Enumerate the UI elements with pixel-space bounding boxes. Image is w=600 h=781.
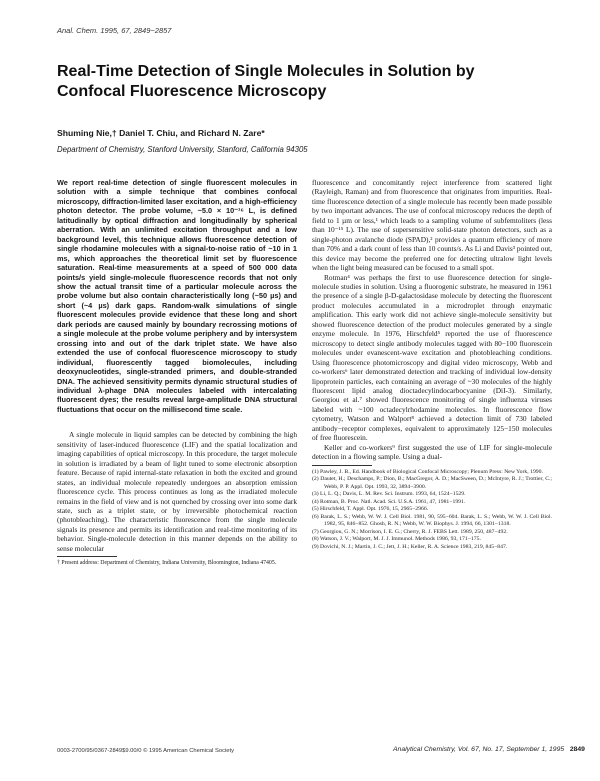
author-affiliation: Department of Chemistry, Stanford University, Stanford, California 94305 — [57, 145, 308, 154]
footer-citation — [393, 746, 585, 753]
reference-item: (2) Dautet, H.; Deschamps, P.; Dion, B.; MacGregor, A. D.; MacSween, D.; McIntyre, R. J.; Trottier, C.; Webb, P. P. Appl. Opt. 1993, 32, 3894−3900. — [312, 476, 552, 490]
footnote-divider — [57, 556, 117, 557]
reference-item: (9) Dovichi, N. J.; Martin, J. C.; Jett, J. H.; Keller, R. A. Science 1983, 219, 845−847. — [312, 543, 508, 550]
abstract-text: We report real-time detection of single fluorescent molecules in solution with a simple technique that combines confocal microscopy, diffraction-limited laser excitation, and a high-efficiency photon detector. The probe volume, ~5.0 × 10⁻¹⁶ L, is defined latitudinally by optical diffraction and longitudinally by spherical aberration. With an unlimited excitation throughput and a low background level, this technique allows fluorescence detection of single rhodamine molecules with a signal-to-noise ratio of ~10 in 1 ms, which approaches the theoretical limit set by fluorescence saturation. Real-time measurements at a speed of 500 000 data points/s yield single-molecule fluorescence records that not only show the actual transit time of a particular molecule across the probe volume but also contain characteristically long (~50 µs) and short (~4 µs) dark gaps. Random-walk simulations of single fluorescent molecules provide evidence that these long and short dark periods are caused mainly by boundary recrossing motions of a single molecule at the probe volume periphery and by intersystem crossing into and out of the dark triplet state. We have also extended the use of confocal fluorescence microscopy to study individual, fluorescently tagged biomolecules, including deoxynucleotides, single-stranded primers, and double-stranded DNA. The achieved sensitivity permits dynamic structural studies of individual λ-phage DNA molecules labeled with intercalating fluorescent dyes; the results reveal large-amplitude DNA structural fluctuations that occur on the millisecond time scale. — [57, 178, 297, 414]
body-paragraph-2: Rotman⁴ was perhaps the first to use fluorescence detection for single-molecule studies in solution. Using a fluorogenic substrate, he measured in 1961 the presence of a single β-D-galactosidase molecule by detecting the fluorescent product molecules accumulated in a microdroplet through enzymatic amplification. This early work did not achieve single-molecule sensitivity but showed fluorescence detection of the product molecules generated by a single enzyme molecule. In 1976, Hirschfeld⁵ reported the use of fluorescence microscopy to detect single antibody molecules tagged with 80−100 fluorescein molecules under evanescent-wave excitation and photobleaching conditions. Using fluorescence photomicroscopy and digital video microscopy, Webb and co-workers⁶ later demonstrated detection and tracking of individual low-density lipoprotein particles, each containing an average of ~30 molecules of the highly fluorescent lipid analog dioctadecylindocarbocyanine (DiI-3). Similarly, Georgiou et al.⁷ showed fluorescence monitoring of single influenza viruses labeled with ~100 octadecylrhodamine molecules. In fluorescence flow cytometry, Watson and Walport⁸ achieved a detection limit of 730 labeled antibody−receptor complexes, equivalent to approximately 125−150 molecules of free fluorescein. — [312, 272, 552, 443]
author-list: Shuming Nie,† Daniel T. Chiu, and Richard N. Zare* — [57, 128, 265, 138]
reference-item: (3) Li, L. Q.; Davis, L. M. Rev. Sci. Instrum. 1993, 64, 1524−1529. — [312, 491, 466, 498]
reference-item: (4) Rotman, B. Proc. Natl. Acad. Sci. U.S.A. 1961, 47, 1981−1991. — [312, 498, 466, 505]
footer-copyright-code: 0003-2700/95/0367-2849$9.00/0 © 1995 American Chemical Society — [57, 748, 235, 754]
reference-item: (7) Georgiou, G. N.; Morrison, I. E. G.; Cherry, R. J. FEBS Lett. 1989, 250, 487−492. — [312, 528, 508, 535]
section-gap — [57, 414, 297, 430]
footer-journal-issue: Analytical Chemistry, Vol. 67, No. 17, September 1, 1995 — [393, 746, 565, 753]
left-column — [57, 178, 297, 568]
introduction-paragraph: A single molecule in liquid samples can be detected by combining the high sensitivity of laser-induced fluorescence (LIF) and the spatial localization and imaging capabilities of optical microscopy. In this procedure, the target molecule in solution is irradiated by a beam of light tuned to some electronic absorption feature. Because of rapid internal-state relaxation in both the excited and ground states, an individual molecule repeatedly undergoes an absorption emission fluorescence cycle. This process continues as long as the irradiated molecule remains in the field of view and is not quenched by crossing over into some dark state, such as a triplet state, or by irreversible photochemical reaction (photobleaching). The characteristic fluorescence from the single molecule signals its presence and permits its identification and real-time monitoring of its behavior. Single-molecule detection in this manner depends on the ability to sense molecular — [57, 430, 297, 553]
references-divider — [312, 465, 372, 466]
reference-item: (5) Hirschfeld, T. Appl. Opt. 1976, 15, 2965−2966. — [312, 506, 429, 513]
footnote-present-address: † Present address: Department of Chemistry, Indiana University, Bloomington, Indiana 47405. — [57, 560, 277, 567]
reference-item: (8) Watson, J. V.; Walport, M. J. J. Immunol. Methods 1986, 93, 171−175. — [312, 536, 481, 543]
reference-item: (6) Barak, L. S.; Webb, W. W. J. Cell Biol. 1981, 90, 595−604. Barak, L. S.; Webb, W. W. J. Cell Biol. 1982, 95, 846−852. Ghosh, R. N.; Webb, W. W. Biophys. J. 1994, 66, 1301−1318. — [312, 513, 552, 528]
journal-reference: Anal. Chem. 1995, 67, 2849−2857 — [57, 26, 172, 35]
right-column — [312, 178, 552, 551]
reference-list — [312, 469, 552, 552]
body-paragraph-1: fluorescence and concomitantly reject interference from scattered light (Rayleigh, Raman) and from fluorescence that originates from impurities. Real-time fluorescence detection of a single molecule has recently been made possible by two important advances. The use of confocal microscopy reduces the depth of field to 1 µm or less,¹ which leads to a sampling volume of subfemtoliters (less than 10⁻¹⁵ L). The use of supersensitive solid-state photon detectors, such as a single-photon avalanche diode (SPAD),² provides a quantum efficiency of more than 70% and a dark count of less than 10 counts/s. As Li and Davis³ pointed out, this device may become the preferred one for detecting ultralow light levels when the light being measured can be focused to a small spot. — [312, 178, 552, 273]
body-paragraph-3: Keller and co-workers⁹ first suggested the use of LIF for single-molecule detection in a flowing sample. Using a dual- — [312, 442, 552, 462]
reference-item: (1) Pawley, J. B., Ed. Handbook of Biological Confocal Microscopy; Plenum Press: New York, 1990. — [312, 468, 543, 475]
page-number: 2849 — [569, 746, 585, 753]
article-title: Real-Time Detection of Single Molecules in Solution by Confocal Fluorescence Microscopy — [57, 63, 475, 100]
